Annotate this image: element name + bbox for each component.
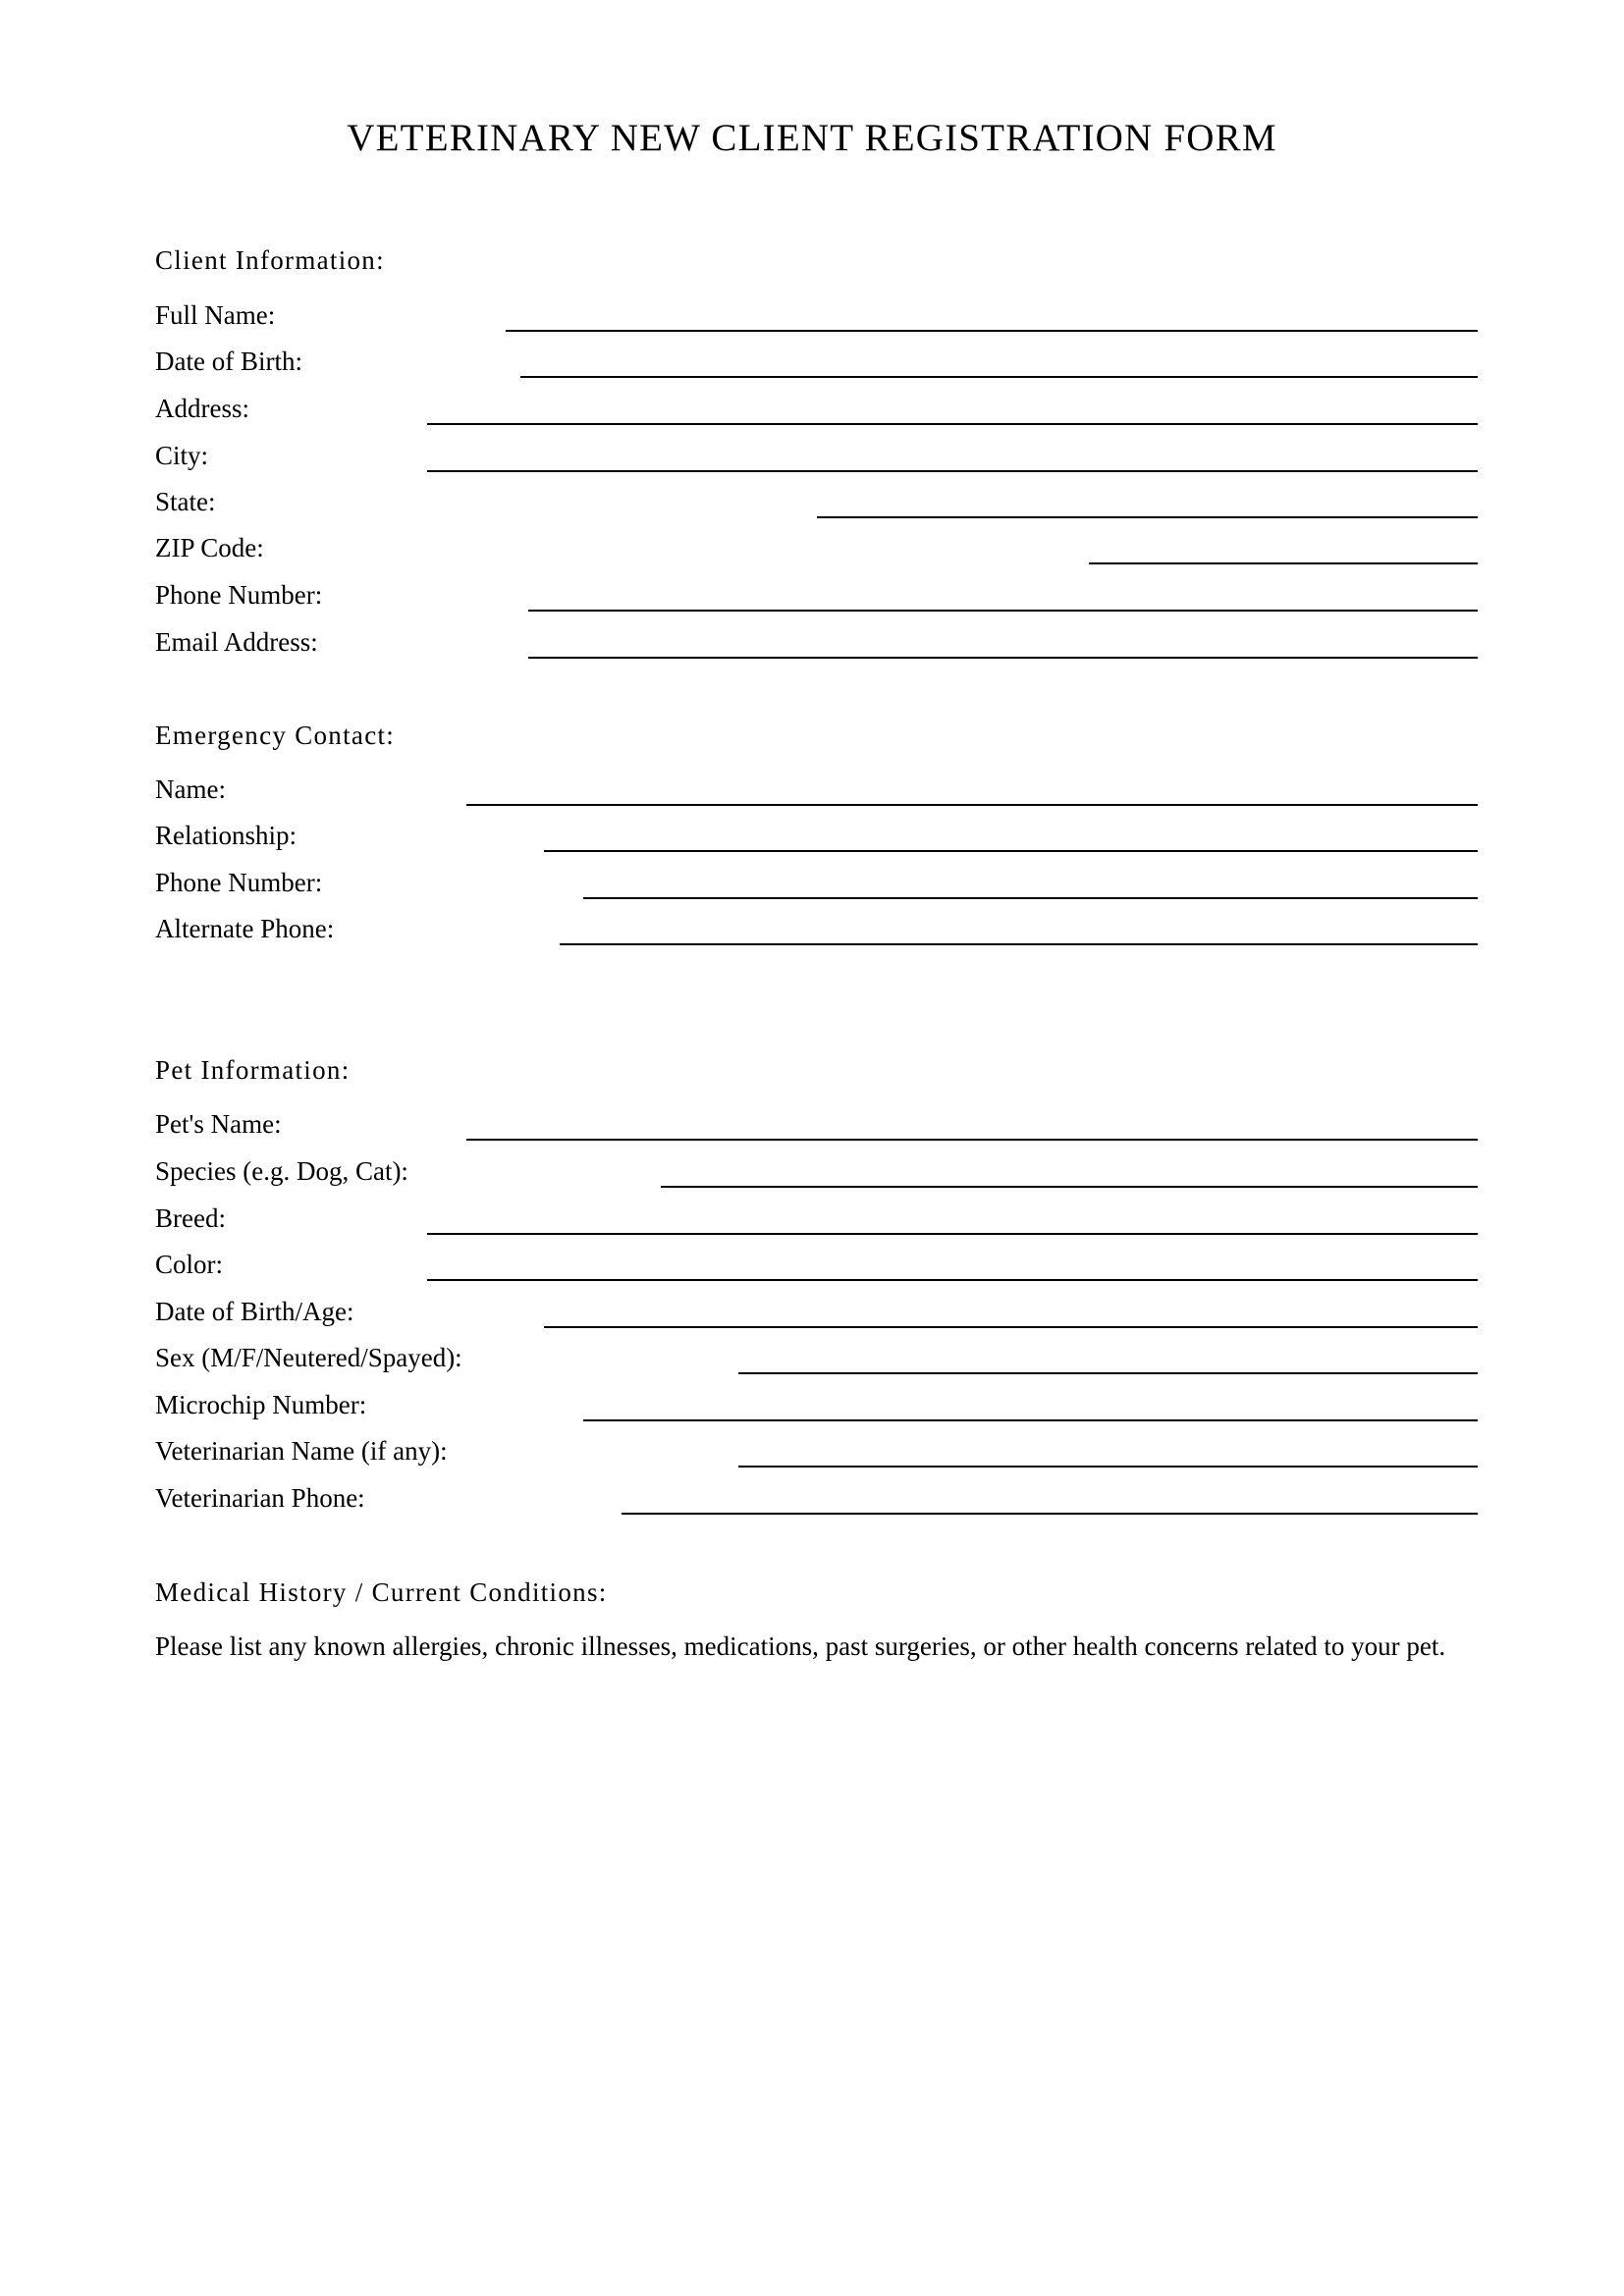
color-label: Color: xyxy=(155,1250,224,1279)
emergency-name-input-line[interactable] xyxy=(466,804,1478,806)
alternate-phone-field[interactable] xyxy=(155,913,1478,960)
medical-history-instructions: Please list any known allergies, chronic illnesses, medications, past surgeries, or other health concerns related to your pet. xyxy=(155,1631,1446,1661)
alternate-phone-input-line[interactable] xyxy=(560,943,1478,945)
address-input-line[interactable] xyxy=(427,423,1478,425)
zip-code-input-line[interactable] xyxy=(1089,562,1478,564)
date-of-birth-field[interactable] xyxy=(155,346,1478,393)
breed-input-line[interactable] xyxy=(427,1233,1478,1235)
medical-history-heading: Medical History / Current Conditions: xyxy=(155,1577,608,1607)
species-input-line[interactable] xyxy=(661,1186,1478,1188)
veterinarian-name-input-line[interactable] xyxy=(738,1466,1478,1468)
species-field[interactable] xyxy=(155,1155,1478,1202)
phone-number-label: Phone Number: xyxy=(155,580,323,610)
relationship-field[interactable] xyxy=(155,820,1478,867)
emergency-name-label: Name: xyxy=(155,774,226,804)
sex-field[interactable] xyxy=(155,1342,1478,1389)
full-name-label: Full Name: xyxy=(155,300,276,330)
zip-code-label: ZIP Code: xyxy=(155,533,264,562)
microchip-number-label: Microchip Number: xyxy=(155,1390,367,1419)
color-field[interactable] xyxy=(155,1249,1478,1296)
address-label: Address: xyxy=(155,394,249,423)
city-input-line[interactable] xyxy=(427,470,1478,472)
city-label: City: xyxy=(155,441,209,470)
pet-information-heading: Pet Information: xyxy=(155,1055,351,1085)
relationship-label: Relationship: xyxy=(155,821,297,850)
emergency-phone-field[interactable] xyxy=(155,867,1478,914)
pet-date-of-birth-label: Date of Birth/Age: xyxy=(155,1297,354,1326)
state-label: State: xyxy=(155,487,216,516)
email-address-label: Email Address: xyxy=(155,627,318,657)
pet-date-of-birth-field[interactable] xyxy=(155,1296,1478,1343)
city-field[interactable] xyxy=(155,440,1478,487)
breed-label: Breed: xyxy=(155,1203,226,1233)
state-input-line[interactable] xyxy=(817,516,1478,518)
email-address-field[interactable] xyxy=(155,626,1478,673)
phone-number-input-line[interactable] xyxy=(528,610,1478,612)
date-of-birth-label: Date of Birth: xyxy=(155,347,302,376)
address-field[interactable] xyxy=(155,393,1478,440)
color-input-line[interactable] xyxy=(427,1279,1478,1281)
phone-number-field[interactable] xyxy=(155,579,1478,626)
full-name-field[interactable] xyxy=(155,299,1478,347)
pet-name-field[interactable] xyxy=(155,1108,1478,1155)
alternate-phone-label: Alternate Phone: xyxy=(155,914,335,943)
emergency-phone-input-line[interactable] xyxy=(583,897,1478,899)
veterinarian-phone-field[interactable] xyxy=(155,1482,1478,1529)
breed-field[interactable] xyxy=(155,1202,1478,1250)
veterinarian-name-field[interactable] xyxy=(155,1435,1478,1482)
relationship-input-line[interactable] xyxy=(544,850,1478,852)
veterinarian-phone-label: Veterinarian Phone: xyxy=(155,1483,365,1513)
client-information-heading: Client Information: xyxy=(155,245,385,275)
zip-code-field[interactable] xyxy=(155,532,1478,579)
veterinarian-phone-input-line[interactable] xyxy=(622,1513,1478,1515)
full-name-input-line[interactable] xyxy=(506,330,1478,332)
pet-name-input-line[interactable] xyxy=(466,1139,1478,1141)
microchip-number-input-line[interactable] xyxy=(583,1419,1478,1421)
veterinarian-name-label: Veterinarian Name (if any): xyxy=(155,1436,448,1466)
emergency-contact-heading: Emergency Contact: xyxy=(155,721,396,750)
sex-input-line[interactable] xyxy=(738,1372,1478,1374)
pet-date-of-birth-input-line[interactable] xyxy=(544,1326,1478,1328)
pet-name-label: Pet's Name: xyxy=(155,1109,282,1139)
date-of-birth-input-line[interactable] xyxy=(520,376,1478,378)
state-field[interactable] xyxy=(155,486,1478,533)
species-label: Species (e.g. Dog, Cat): xyxy=(155,1156,408,1186)
sex-label: Sex (M/F/Neutered/Spayed): xyxy=(155,1343,462,1372)
emergency-phone-label: Phone Number: xyxy=(155,868,323,897)
microchip-number-field[interactable] xyxy=(155,1389,1478,1436)
form-title: VETERINARY NEW CLIENT REGISTRATION FORM xyxy=(347,117,1277,159)
email-address-input-line[interactable] xyxy=(528,657,1478,659)
emergency-name-field[interactable] xyxy=(155,774,1478,821)
